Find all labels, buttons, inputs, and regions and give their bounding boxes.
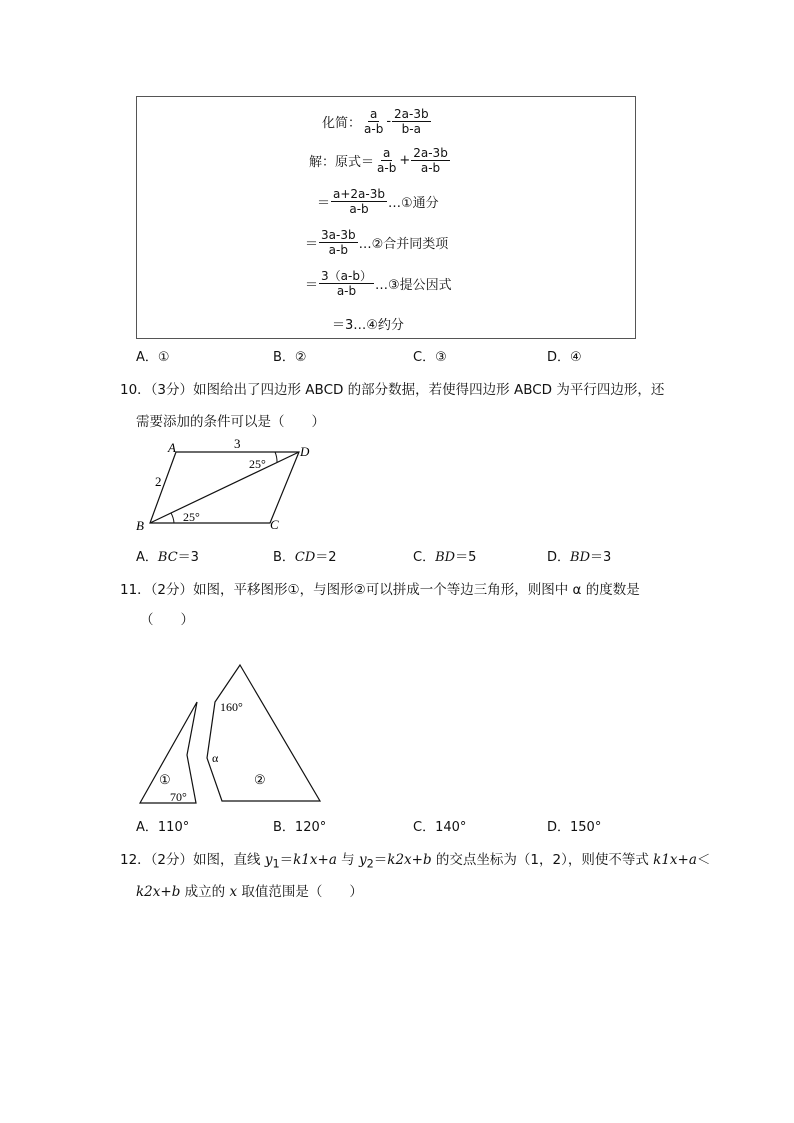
formula: k1x+a <box>653 852 697 868</box>
fraction <box>319 269 374 298</box>
side-label-ab: 2 <box>155 474 162 489</box>
solution-box <box>136 96 636 339</box>
q10-option-a[interactable] <box>136 546 199 565</box>
numerator: 2a-3b <box>413 146 448 160</box>
stem-text: 12．（2分）如图，直线 <box>120 852 265 868</box>
denominator: b-a <box>401 122 421 136</box>
q9-option-a[interactable] <box>136 346 170 365</box>
option-label: B． <box>273 350 295 365</box>
numerator: 3（a-b） <box>321 269 372 283</box>
shape-1 <box>140 702 197 803</box>
alpha-label: α <box>212 751 219 765</box>
angle-label-d: 25° <box>249 457 266 471</box>
q10-stem-line2: 需要添加的条件可以是（ ） <box>136 414 325 430</box>
subscript: 2 <box>366 857 374 871</box>
denominator: a-b <box>377 161 397 175</box>
denominator: a-b <box>336 284 357 298</box>
option-text: 120° <box>294 820 327 835</box>
option-value: ＝2 <box>315 550 337 565</box>
option-text: 140° <box>435 820 467 835</box>
equals-sign: ＝ <box>317 196 331 211</box>
option-text: ③ <box>435 350 447 365</box>
option-variable: BD <box>570 550 590 565</box>
variable-y: y <box>264 852 273 868</box>
equals-sign: ＝ <box>305 237 319 252</box>
option-label: C． <box>413 350 436 365</box>
solution-step-1 <box>317 187 439 216</box>
q11-stem-line2: （ ） <box>140 612 194 628</box>
fraction <box>392 107 431 136</box>
shape-2-label: ② <box>254 772 266 787</box>
q11-stem-line1: 11．（2分）如图，平移图形①，与图形②可以拼成一个等边三角形，则图中 α 的度数是 <box>120 582 640 598</box>
step-note: …③提公因式 <box>374 278 452 293</box>
angle-label-70: 70° <box>170 790 187 804</box>
denominator: a-b <box>364 122 384 136</box>
translation-figure <box>130 658 330 808</box>
step-note: …②合并同类项 <box>358 237 449 252</box>
step-note: …①通分 <box>388 196 439 211</box>
fraction <box>411 146 450 175</box>
option-label: A． <box>136 350 158 365</box>
q11-option-c[interactable] <box>413 816 466 835</box>
solution-step-3 <box>305 269 452 298</box>
option-value: ＝3 <box>177 550 199 565</box>
option-text: 150° <box>570 820 602 835</box>
formula: k2x+b <box>136 884 181 900</box>
less-than-sign: ＜ <box>696 852 711 868</box>
option-value: ＝3 <box>590 550 612 565</box>
simplify-label: 化简： <box>322 116 362 131</box>
option-variable: BC <box>157 550 178 565</box>
option-label: D． <box>547 350 571 365</box>
vertex-label-d: D <box>300 444 310 459</box>
q11-option-d[interactable] <box>547 816 601 835</box>
q11-option-a[interactable] <box>136 816 189 835</box>
denominator: a-b <box>328 243 348 257</box>
q9-option-b[interactable] <box>273 346 307 365</box>
fraction <box>319 228 358 257</box>
numerator: a <box>382 146 391 160</box>
option-label: B． <box>273 820 295 835</box>
parallelogram-figure <box>130 436 330 536</box>
stem-text: ＝ <box>279 852 294 868</box>
simplify-line <box>322 107 432 136</box>
fraction <box>362 107 385 136</box>
solution-step-2 <box>305 228 448 257</box>
q9-option-c[interactable] <box>413 346 447 365</box>
numerator: a+2a-3b <box>333 187 385 201</box>
numerator: 3a-3b <box>321 228 356 242</box>
q12-stem-line2 <box>136 880 363 900</box>
solution-prefix: 解：原式＝ <box>309 155 375 170</box>
formula: k2x+b <box>387 852 432 868</box>
stem-text: 的交点坐标为（1，2），则使不等式 <box>431 852 654 868</box>
fraction <box>331 187 387 216</box>
denominator: a-b <box>349 202 369 216</box>
stem-text: 成立的 <box>180 884 230 900</box>
stem-text: 取值范围是（ ） <box>237 884 363 900</box>
option-variable: BD <box>435 550 456 565</box>
solution-step-4 <box>332 314 404 333</box>
step-note: ＝3…④约分 <box>332 318 404 333</box>
q10-option-d[interactable] <box>547 546 611 565</box>
stem-text: ＝ <box>373 852 388 868</box>
angle-label-b: 25° <box>183 510 200 524</box>
side-label-ad: 3 <box>234 436 241 451</box>
option-text: 110° <box>157 820 190 835</box>
angle-arc-b <box>171 513 174 523</box>
formula: k1x+a <box>293 852 337 868</box>
q12-stem-line1 <box>120 848 710 871</box>
q10-option-b[interactable] <box>273 546 337 565</box>
angle-label-160: 160° <box>220 700 243 714</box>
vertex-label-a: A <box>168 440 176 455</box>
option-label: C． <box>413 550 436 565</box>
minus-sign: - <box>386 114 392 129</box>
option-text: ① <box>157 350 170 365</box>
subscript: 1 <box>272 857 280 871</box>
denominator: a-b <box>420 161 441 175</box>
option-label: C． <box>413 820 436 835</box>
numerator: 2a-3b <box>394 107 429 121</box>
numerator: a <box>369 107 378 121</box>
equals-sign: ＝ <box>305 278 319 293</box>
option-value: ＝5 <box>455 550 477 565</box>
solution-step-0 <box>309 146 451 175</box>
option-label: B． <box>273 550 295 565</box>
angle-arc-d <box>275 452 277 462</box>
option-label: D． <box>547 550 571 565</box>
variable-y: y <box>358 852 367 868</box>
q10-stem-line1: 10．（3分）如图给出了四边形 ABCD 的部分数据，若使得四边形 ABCD 为平行四边形，还 <box>120 382 665 398</box>
option-text: ④ <box>570 350 582 365</box>
variable-x: x <box>229 884 238 900</box>
q11-option-b[interactable] <box>273 816 326 835</box>
fraction <box>375 146 398 175</box>
vertex-label-b: B <box>136 518 144 533</box>
option-label: A． <box>136 550 158 565</box>
q10-option-c[interactable] <box>413 546 476 565</box>
option-label: D． <box>547 820 571 835</box>
shape-1-label: ① <box>159 772 171 787</box>
option-label: A． <box>136 820 158 835</box>
vertex-label-c: C <box>270 517 279 532</box>
q9-option-d[interactable] <box>547 346 582 365</box>
plus-sign: + <box>399 153 411 168</box>
option-variable: CD <box>294 550 316 565</box>
option-text: ② <box>294 350 307 365</box>
stem-text: 与 <box>336 852 359 868</box>
